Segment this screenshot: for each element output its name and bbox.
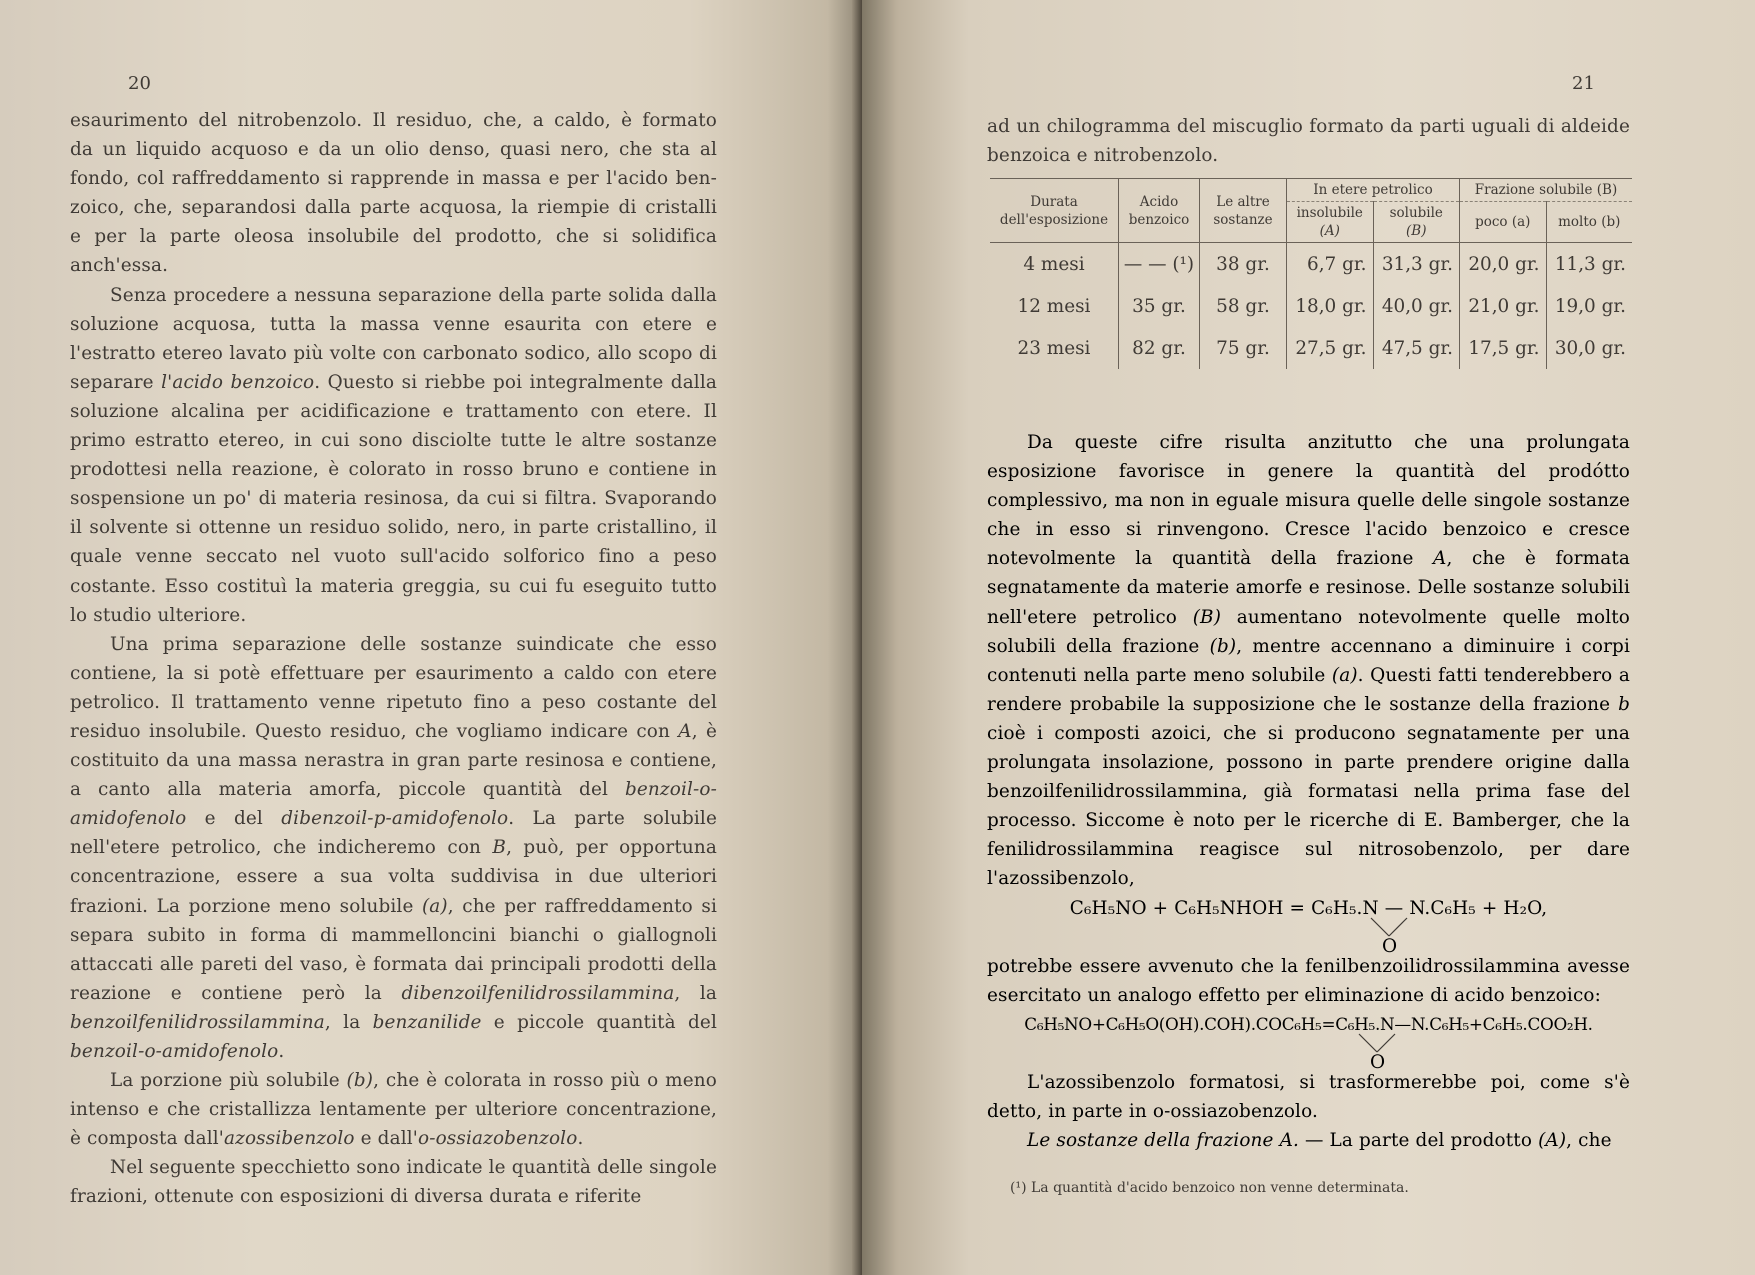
text-span: , è costituito da una massa nerastra in gran parte resinosa e contiene, a canto alla materia amorfa, piccole quantità del [70, 720, 717, 801]
text-span: La porzione più solubile [110, 1070, 347, 1092]
italic-term: b [1618, 693, 1630, 715]
text-span: . Questo si riebbe poi integralmente dalla soluzione alcalina per acidificazione e trattamento con etere. Il primo estratto etereo, in cui sono disciolte tutte le altre sostanze prodottesi nella reazione, è colorato in rosso bruno e contiene in sospensione un po' di materia resinosa, da cui si filtra. Svaporando il solvente si ottenne un residuo solido, nero, in parte cristallino, il quale venne seccato nel vuoto sull'acido solforico fino a peso costante. Esso costituì la materia greggia, su cui fu eseguito tutto lo studio ulteriore. [70, 371, 717, 626]
text-span: e del [186, 808, 282, 830]
text-span: aumentano notevolmente quelle molto solubili della frazione [987, 606, 1630, 657]
italic-term: benzoilfenilidrossilammina [70, 1011, 325, 1033]
italic-term: (B) [1192, 606, 1222, 628]
cell-durata: 4 mesi [1023, 253, 1085, 275]
formula-block [987, 894, 1630, 957]
header-text: solubile [1389, 205, 1443, 221]
text-line: e per la parte oleosa insolubile del prodotto, che si solidifica anch'essa. [70, 226, 717, 277]
text-span: . Questi fatti tenderebbero a rendere probabile la supposizione che le sostanze della frazione [987, 664, 1631, 715]
cell-solubile: 40,0 gr. [1373, 285, 1460, 327]
cell-molto: 19,0 gr. [1546, 285, 1632, 327]
italic-term: benzoil-o-amidofenolo [70, 779, 717, 830]
header-insolubile [1287, 202, 1374, 243]
table-row [990, 327, 1632, 369]
cell-poco: 20,0 gr. [1460, 243, 1547, 286]
text-span: e dall' [354, 1128, 418, 1150]
chemical-equation: C₆H₅NO+C₆H₅O(OH).COH).COC₆H₅=C₆H₅.N—N.C₆H₅+C₆H₅.COO₂H. [1024, 1013, 1593, 1034]
header-label: (A) [1319, 223, 1340, 239]
header-frazione: Frazione solubile (B) [1460, 179, 1633, 202]
italic-term: dibenzoil-p-amidofenolo [281, 808, 509, 830]
italic-term: B [492, 837, 507, 859]
paragraph [70, 1066, 717, 1153]
italic-term: A [1433, 548, 1447, 570]
text-span: , mentre accennano a diminuire i corpi contenuti nella parte meno solubile [987, 635, 1630, 686]
text-span: , può, per opportuna concentrazione, essere a sua volta suddivisa in due ulteriori frazioni. La porzione meno solubile [70, 837, 718, 917]
cell-insolubile: 27,5 gr. [1287, 327, 1374, 369]
oxygen-label: O [1370, 1051, 1386, 1073]
right-page-body [987, 428, 1630, 1155]
page-number: 21 [1572, 73, 1595, 94]
left-page [0, 0, 862, 1275]
paragraph [987, 428, 1630, 894]
italic-term: A [678, 720, 692, 742]
paragraph [70, 630, 717, 1066]
header-solubile [1373, 202, 1460, 243]
italic-term: azossibenzolo [223, 1128, 355, 1150]
italic-term: (a) [421, 895, 448, 917]
paragraph [70, 281, 717, 630]
section-heading: Le sostanze della frazione A. [1027, 1129, 1299, 1151]
italic-term: l'acido benzoico [161, 371, 315, 393]
table-row [990, 285, 1632, 327]
text-span: , che per raffreddamento si separa subito in forma di mammelloncini bianchi o giallognoli attaccati alle pareti del vaso, è formata dai principali prodotti della reazione e contiene però la [70, 895, 717, 1004]
text-span: Da queste cifre risulta anzitutto che una prolungata esposizione favorisce in genere la quantità del prodótto complessivo, ma non in eguale misura quelle delle singole sostanze che in esso si rinvengono. Cresce l'acido benzoico e cresce notevolmente la quantità della frazione [987, 432, 1630, 570]
italic-term: benzoil-o-amidofenolo [70, 1041, 279, 1062]
cell-molto: 11,3 gr. [1546, 243, 1632, 286]
header-etere: In etere petrolico [1287, 179, 1460, 202]
text-span: , che è colorata in rosso più o meno intenso e che cristallizza lentamente per ulteriore concentrazione, è composta dall' [70, 1070, 717, 1150]
cell-poco: 21,0 gr. [1460, 285, 1547, 327]
cell-molto: 30,0 gr. [1546, 327, 1632, 369]
cell-solubile: 31,3 gr. [1373, 243, 1460, 286]
paragraph: potrebbe essere avvenuto che la fenilbenzoilidrossilammina avesse esercitato un analogo effetto per eliminazione di acido benzoico: [987, 955, 1630, 1006]
paragraph: Nel seguente specchietto sono indicate le quantità delle singole frazioni, ottenute con esposizioni di diversa durata e riferite [70, 1157, 717, 1208]
text-line: esaurimento del nitrobenzolo. Il residuo, che, a caldo, è formato [70, 110, 717, 131]
header-durata: Durata dell'esposizione [990, 179, 1119, 243]
italic-term: o-ossiazobenzolo [417, 1128, 578, 1150]
cell-altre: 75 gr. [1200, 327, 1287, 369]
right-page-intro [987, 112, 1630, 170]
header-label: (B) [1406, 223, 1427, 239]
italic-term: (b) [346, 1070, 374, 1092]
text-line: fondo, col raffreddamento si rapprende in massa e per l'acido ben- [70, 168, 717, 190]
cell-solubile: 47,5 gr. [1373, 327, 1460, 369]
page-number: 20 [128, 73, 151, 94]
cell-acido: — — (¹) [1119, 243, 1200, 286]
italic-term: benzanilide [372, 1011, 482, 1033]
cell-insolubile: 18,0 gr. [1287, 285, 1374, 327]
text-span: , la [674, 982, 717, 1004]
header-acido: Acido benzoico [1119, 179, 1200, 243]
oxygen-label: O [1382, 935, 1398, 957]
paragraph: L'azossibenzolo formatosi, si trasformerebbe poi, come s'è detto, in parte in o-ossiazobenzolo. [987, 1071, 1630, 1122]
footnote: (¹) La quantità d'acido benzoico non venne determinata. [1010, 1180, 1409, 1196]
header-altre: Le altre sostanze [1200, 179, 1287, 243]
table-row [990, 243, 1632, 286]
left-page-body [70, 106, 717, 1212]
text-span: Senza procedere a nessuna separazione della parte solida dalla soluzione acquosa, tutta la massa venne esaurita con etere e l'estratto etereo lavato più volte con carbonato sodico, allo scopo di separare [70, 284, 717, 393]
header-text: insolubile [1296, 205, 1363, 221]
cell-altre: 38 gr. [1200, 243, 1287, 286]
italic-term: (A) [1538, 1129, 1567, 1151]
text-span: , la [324, 1011, 373, 1033]
cell-durata: 23 mesi [1017, 337, 1091, 359]
header-poco: poco (a) [1460, 202, 1547, 243]
text-span: — La parte del prodotto [1299, 1129, 1539, 1151]
text-line: zoico, che, separandosi dalla parte acquosa, la riempie di cristalli [70, 197, 717, 219]
italic-term: (b) [1209, 635, 1237, 657]
italic-term: (a) [1331, 664, 1358, 686]
cell-insolubile: 6,7 gr. [1287, 243, 1374, 286]
cell-altre: 58 gr. [1200, 285, 1287, 327]
formula-block [987, 1010, 1630, 1073]
chemical-equation: C₆H₅NO + C₆H₅NHOH = C₆H₅.N — N.C₆H₅ + H₂O, [1069, 897, 1548, 919]
text-span: cioè i composti azoici, che si producono segnatamente per una prolungata insolazione, possono in parte prendere origine dalla benzoilfenilidrossilammina, già formatasi nella prima fase del processo. Siccome è noto per le ricerche di E. Bamberger, che la fenilidrossilammina reagisce sul nitrosobenzolo, per dare l'azossibenzolo, [987, 722, 1630, 890]
cell-acido: 82 gr. [1119, 327, 1200, 369]
text-span: , che [1566, 1129, 1612, 1151]
text-span: Una prima separazione delle sostanze suindicate che esso contiene, la si potè effettuare per esaurimento a caldo con etere petrolico. Il trattamento venne ripetuto fino a peso costante del residuo insolubile. Questo residuo, che vogliamo indicare con [70, 633, 717, 742]
paragraph-continuation [70, 106, 717, 281]
text-span: . [577, 1128, 584, 1150]
cell-durata: 12 mesi [1017, 295, 1091, 317]
text-span: . [278, 1041, 285, 1062]
text-span: , che è formata segnatamente da materie amorfe e resinose. Delle sostanze solubili nell'etere petrolico [987, 548, 1630, 628]
text-span: e piccole quantità del [481, 1011, 717, 1033]
results-table [990, 178, 1632, 369]
header-molto: molto (b) [1546, 202, 1632, 243]
text-line: da un liquido acquoso e da un olio denso, quasi nero, che sta al [70, 139, 717, 161]
paragraph [987, 1126, 1630, 1155]
paragraph: ad un chilogramma del miscuglio formato da parti uguali di aldeide benzoica e nitrobenzolo. [987, 116, 1630, 167]
italic-term: dibenzoilfenilidrossilammina [401, 982, 675, 1004]
cell-acido: 35 gr. [1119, 285, 1200, 327]
cell-poco: 17,5 gr. [1460, 327, 1547, 369]
text-span: . La parte solubile nell'etere petrolico, che indicheremo con [70, 808, 718, 859]
